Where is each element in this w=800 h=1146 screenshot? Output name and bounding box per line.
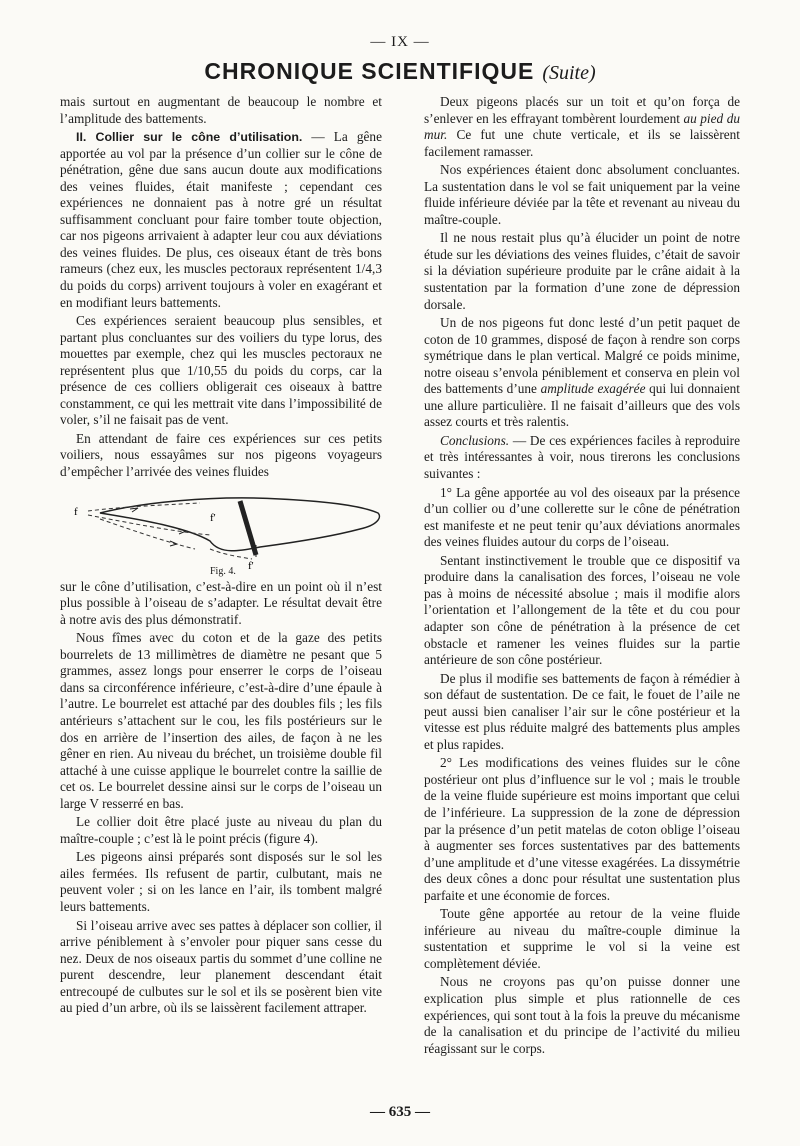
paragraph-text: Un de nos pigeons fut donc lesté d’un petit paquet de coton de 10 grammes, disposé de façon à rendre son corps symétrique dans le plan vertical. Malgré ce poids minime, notre oiseau s’envola péniblement et conserva en plein vol des battements d’une <box>424 315 740 397</box>
figure-caption: Fig. 4. <box>210 565 236 577</box>
left-column <box>60 94 382 1017</box>
paragraph: Nous ne croyons pas qu’on puisse donner une explication plus simple et plus rationnelle de ces expériences, qui sont tout à la fois la preuve du mécanisme de la canalisation et du principe de l’activité du milieu réagissant sur le corps. <box>424 974 740 1056</box>
paragraph: 2° Les modifications des veines fluides sur le cône postérieur ont plus d’influence sur le vol ; mais le trouble de la veine fluide supérieure est moins important que celui de l’inférieure. La suppression de la zone de dépression par la présence d’un petit matelas de coton oblige l’oiseau à augmenter ses forces sustentatives par des battements d’une amplitude et d’une vitesse exagérées. La dissymétrie des deux cônes a donc pour résultat une sustentation plus parfaite et une économie de forces. <box>424 755 740 903</box>
paragraph-text: — De ces expériences faciles à reproduire et très intéressantes à voir, nous tirerons les conclusions suivantes : <box>424 432 740 482</box>
arrow-mark <box>130 508 138 512</box>
title-main: CHRONIQUE SCIENTIFIQUE <box>204 58 535 84</box>
deviated-stream-line <box>100 519 195 549</box>
italic-text: au pied du mur. <box>424 110 741 143</box>
paragraph: mais surtout en augmentant de beaucoup le nombre et l’amplitude des battements. <box>60 94 382 126</box>
right-column <box>424 94 740 1057</box>
paragraph: sur le cône d’utilisation, c’est-à-dire en un point où il n’est plus possible à l’oiseau de s’adapter. Le résultat devait être à notre avis des plus démonstratif. <box>60 578 382 627</box>
paragraph: De plus il modifie ses battements de façon à rémédier à son défaut de sustentation. De ce fait, le fouet de l’aile ne peut aussi bien canaliser l’air sur le cône postérieur et la vitesse est plus réduite malgré des battements plus amples et plus rapides. <box>424 670 740 752</box>
paragraph <box>424 315 740 431</box>
paragraph: Le collier doit être placé juste au niveau du plan du maître-couple ; c’est là le point précis (figure 4). <box>60 814 382 846</box>
paragraph: En attendant de faire ces expériences sur ces petits voiliers, nous essayâmes sur nos pigeons voyageurs d’empêcher l’arrivée des veines fluides <box>60 430 382 480</box>
italic-text: amplitude exagérée <box>540 381 646 397</box>
section-heading: II. Collier sur le cône d’utilisation. <box>76 130 303 145</box>
paragraph: Toute gêne apportée au retour de la veine fluide inférieure au niveau du maître-couple diminue la sustentation et supprime le vol si la veine est complètement déviée. <box>424 906 740 971</box>
paragraph-text: qui lui donnaient une allure particulière. Il ne faisait d’ailleurs que des vols assez courts et très ralentis. <box>424 381 740 430</box>
paragraph: 1° La gêne apportée au vol des oiseaux par la présence d’un collier ou d’une collerette sur le cône de pénétration est manifeste et ne peut tenir qu’aux déviations anormales des veines fluides autour du corps de l’oiseau. <box>424 484 740 550</box>
page-roman-numeral: — IX — <box>370 34 430 50</box>
paragraph-text: — La gêne apportée au vol par la présence d’un collier sur le cône de pénétration, gêne due sans aucun doute aux modifications des veines fluides, était manifeste ; cependant ces expériences ne donnaient pas à notre gré un résultat suffisamment concluant pour faire tomber toute objection, car nos pigeons arrivaient à adapter leur cou aux déviations des veines fluides. De plus, ces oiseaux étant de très bons rameurs (chez eux, les muscles pectoraux représentent 1/4,3 du poids du corps) arrivent toujours à voler en exagérant et en modifiant leurs battements. <box>60 129 382 310</box>
paragraph: Ces expériences seraient beaucoup plus sensibles, et partant plus concluantes sur des voiliers du type lorus, des mouettes par exemple, chez qui les muscles pectoraux ne représentent plus que 1/10,55 du poids du corps, car la présence de ces colliers obligerait ces oiseaux à battre constamment, ce qui les mettrait vite dans l’impossibilité de voler, s’il ne faisait pas de vent. <box>60 313 382 428</box>
collar-shape <box>240 501 256 555</box>
paragraph: Il ne nous restait plus qu’à élucider un point de notre étude sur les déviations des veines fluides, c’était de savoir si la déviation supérieure produite par le crâne aidait à la sustentation par la formation d’une zone de dépression dorsale. <box>424 230 740 312</box>
figure-label-f: f <box>74 505 78 518</box>
figure-label-f-prime-bottom: f' <box>248 559 254 572</box>
paragraph-text: Ce fut une chute verticale, et ils se laissèrent facilement ramasser. <box>424 127 740 159</box>
paragraph-section-ii <box>60 129 382 311</box>
figure-label-f-prime: f' <box>210 511 216 524</box>
page-title <box>0 58 800 85</box>
paragraph: Les pigeons ainsi préparés sont disposés sur le sol les ailes fermées. Ils refusent de partir, culbutant, mais ne peuvent voler ; si on les lance en l’air, ils tombent malgré leurs battements. <box>60 849 382 914</box>
paragraph-text: Deux pigeons placés sur un toit et qu’on força de s’enlever en les effrayant tombèrent lourdement <box>424 94 740 126</box>
paragraph <box>424 94 740 160</box>
title-suffix: (Suite) <box>542 62 596 84</box>
paragraph: Si l’oiseau arrive avec ses pattes à déplacer son collier, il arrive péniblement à s’envoler pour piquer sans cesse du nez. Deux de nos oiseaux partis du sommet d’une colline ne purent descendre, leur planement descendant était entrecoupé de culbutes sur le sol et ils se posèrent bien vite au pied d’un arbre, où ils se laissèrent facilement attraper. <box>60 917 382 1016</box>
conclusions-heading: Conclusions. <box>440 432 510 448</box>
page-number: — 635 — <box>370 1104 430 1120</box>
paragraph: Sentant instinctivement le trouble que ce dispositif va produire dans la canalisation des forces, l’oiseau ne vole pas à moins de nécessité absolue ; mais il modifie alors l’orientation et l’allongement de la tête et du cou pour adapter son cône de pénétration à la présence de cet obstacle et ramener les veines fluides sur la partie antérieure de son cône postérieur. <box>424 552 740 668</box>
figure-4 <box>60 485 382 575</box>
paragraph: Nos expériences étaient donc absolument concluantes. La sustentation dans le vol se fait uniquement par la veine fluide inférieure déviée par la tête et revenant au niveau du maître-couple. <box>424 162 740 227</box>
lower-stream-line <box>88 515 210 535</box>
paragraph-conclusions <box>424 433 740 483</box>
figure-4-drawing <box>60 485 382 575</box>
paragraph: Nous fîmes avec du coton et de la gaze des petits bourrelets de 13 millimètres de diamètre ne pesant que 5 grammes, assez longs pour enserrer le corps de l’oiseau dans sa circonférence inférieure, c’est-à-dire d’une épaule à l’autre. Le bourrelet est attaché par des doubles fils ; les fils antérieurs s’attachent sur le cou, les fils postérieurs sur le dos en arrière de l’insertion des ailes, de façon à ne les gêner en rien. Au niveau du bréchet, un troisième double fil attaché à une cuisse applique le bourrelet contre la saillie de cet os. Le bourrelet dessine ainsi sur le corps de l’oiseau un large V resserré en bas. <box>60 630 382 811</box>
